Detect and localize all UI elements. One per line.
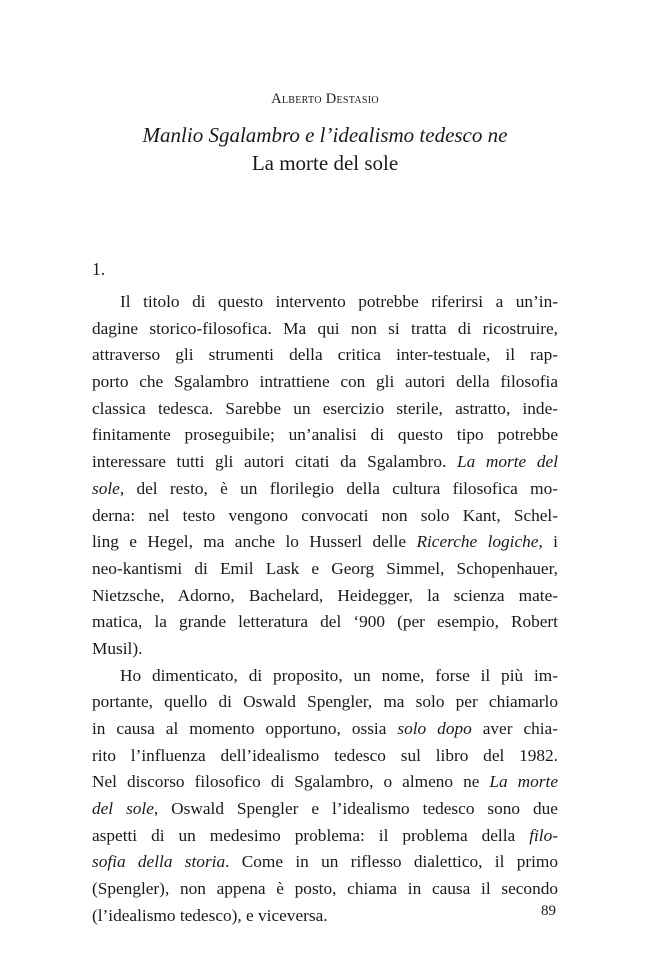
article-title-line-1: Manlio Sgalambro e l’idealismo tedesco ne	[142, 123, 508, 147]
italic-text: La morte	[489, 772, 558, 792]
text-line: porto che Sgalambro intrattiene con gli autori della filosofia	[92, 372, 558, 392]
section-number: 1.	[92, 259, 106, 279]
text-line: Il titolo di questo intervento potrebbe riferirsi a un’in-	[120, 292, 558, 311]
italic-text: solo dopo	[397, 719, 472, 738]
text-line: interessare tutti gli autori citati da Sgalambro. La morte del	[92, 452, 558, 472]
text-line: matica, la grande letteratura del ‘900 (per esempio, Robert	[92, 612, 558, 632]
text-line: Nietzsche, Adorno, Bachelard, Heidegger, la scienza mate-	[92, 585, 558, 605]
author-name: Alberto Destasio	[271, 91, 379, 107]
italic-text: sofia della storia	[92, 852, 226, 872]
text-line: Ho dimenticato, di proposito, un nome, forse il più im-	[120, 665, 558, 685]
text-line: Nel discorso filosofico di Sgalambro, o almeno ne La morte	[92, 772, 558, 792]
italic-text: sole	[92, 478, 120, 498]
text-line: finitamente proseguibile; un’analisi di questo tipo potrebbe	[92, 425, 558, 445]
italic-text: filo-	[529, 825, 558, 845]
text-line: Musil).	[92, 638, 143, 658]
text-line: aspetti di un medesimo problema: il problema della filo-	[92, 825, 558, 845]
text-line: rito l’influenza dell’idealismo tedesco sul libro del 1982.	[92, 745, 558, 765]
text-line: sole, del resto, è un florilegio della cultura filosofica mo-	[92, 478, 558, 498]
text-line: (l’idealismo tedesco), e viceversa.	[92, 905, 328, 925]
article-title-line-2: La morte del sole	[251, 151, 399, 175]
text-line: portante, quello di Oswald Spengler, ma solo per chiamarlo	[92, 692, 558, 712]
body-text	[92, 289, 558, 930]
text-line: (Spengler), non appena è posto, chiama in causa il secondo	[92, 879, 558, 899]
text-line: del sole, Oswald Spengler e l’idealismo tedesco sono due	[92, 799, 558, 819]
italic-text: del sole	[92, 799, 154, 819]
text-line: neo-kantismi di Emil Lask e Georg Simmel, Schopenhauer,	[92, 558, 558, 578]
page-number: 89	[541, 903, 556, 919]
text-line: in causa al momento opportuno, ossia solo dopo aver chia-	[92, 719, 558, 738]
italic-text: Ricerche logiche	[416, 532, 539, 552]
text-line: classica tedesca. Sarebbe un esercizio sterile, astratto, inde-	[92, 398, 558, 418]
italic-text: La morte del	[456, 452, 558, 472]
text-line: derna: nel testo vengono convocati non solo Kant, Schel-	[92, 505, 558, 525]
text-line: dagine storico-filosofica. Ma qui non si tratta di ricostruire,	[92, 318, 558, 338]
text-line: attraverso gli strumenti della critica inter-testuale, il rap-	[92, 345, 558, 365]
text-line: sofia della storia. Come in un riflesso dialettico, il primo	[92, 852, 558, 872]
text-line: ling e Hegel, ma anche lo Husserl delle Ricerche logiche, i	[92, 532, 558, 552]
